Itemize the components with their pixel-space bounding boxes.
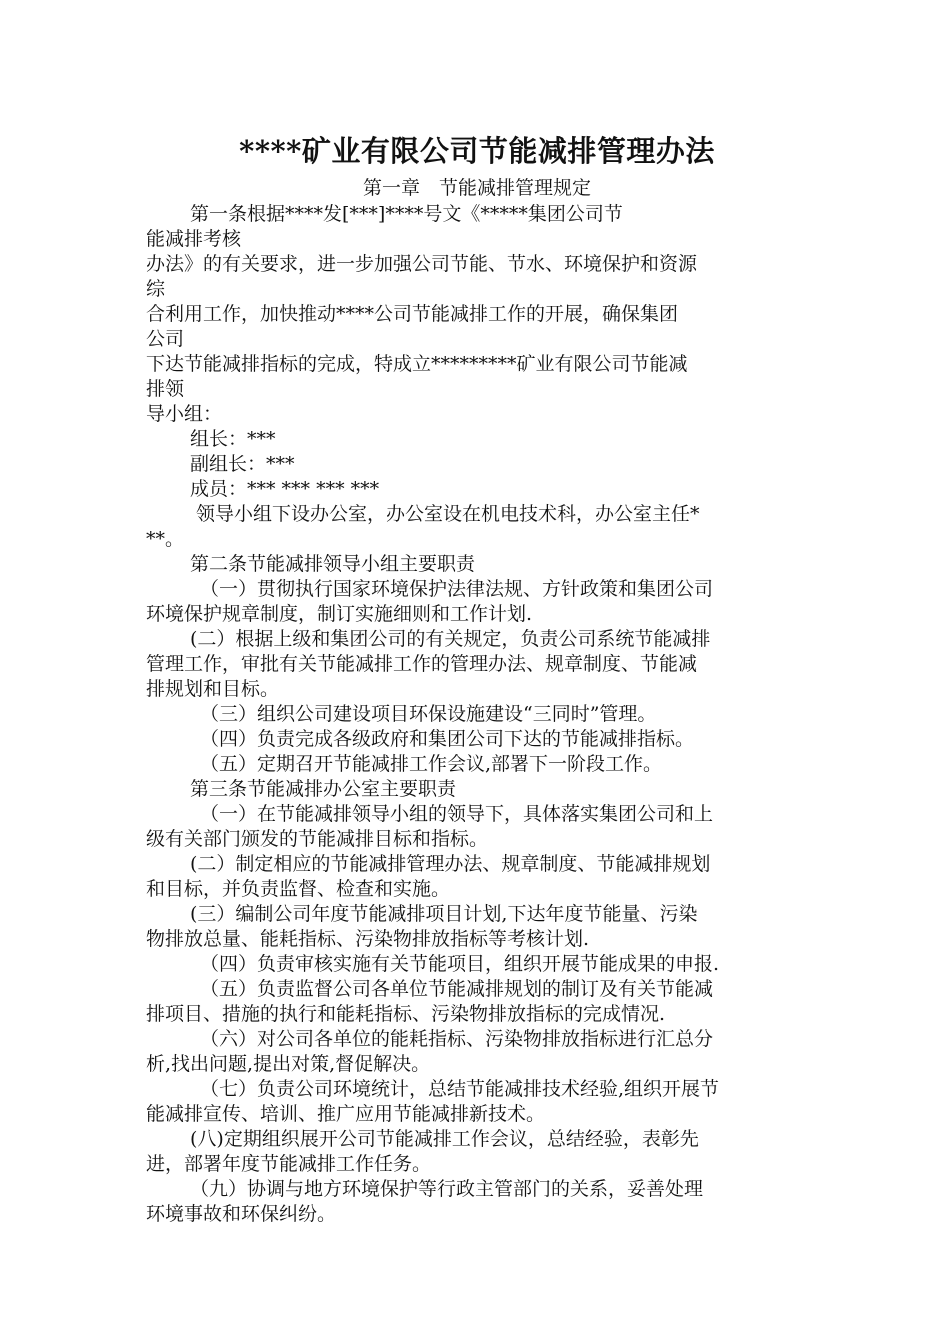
document-title: ****矿业有限公司节能减排管理办法 <box>239 134 715 168</box>
paragraph-line: （一）贯彻执行国家环境保护法律法规、方针政策和集团公司 <box>200 578 714 600</box>
paragraph-line: 合利用工作，加快推动****公司节能减排工作的开展，确保集团 <box>146 303 679 325</box>
paragraph-line: 物排放总量、能耗指标、污染物排放指标等考核计划. <box>146 928 590 950</box>
paragraph-line: （七）负责公司环境统计，总结节能减排技术经验,组织开展节 <box>200 1078 720 1100</box>
document-page <box>146 128 808 1227</box>
paragraph-line: 析,找出问题,提出对策,督促解决。 <box>146 1053 431 1075</box>
paragraph-line: **。 <box>146 528 185 550</box>
paragraph-line: 级有关部门颁发的节能减排目标和指标。 <box>146 828 489 850</box>
article-heading: 第三条节能减排办公室主要职责 <box>190 778 457 800</box>
group-leader-line: 组长：*** <box>190 428 276 450</box>
paragraph-line: 排规划和目标。 <box>146 678 280 700</box>
paragraph-line: 和目标，并负责监督、检查和实施。 <box>146 878 451 900</box>
paragraph-line: 能减排考核 <box>146 228 242 250</box>
paragraph-line: 管理工作，审批有关节能减排工作的管理办法、规章制度、节能减 <box>146 653 698 675</box>
deputy-leader-line: 副组长：*** <box>190 453 295 475</box>
paragraph-line: （三）组织公司建设项目环保设施建设“三同时”管理。 <box>200 703 657 725</box>
paragraph-line: （九）协调与地方环境保护等行政主管部门的关系，妥善处理 <box>190 1178 704 1200</box>
chapter-heading: 第一章 节能减排管理规定 <box>362 177 591 199</box>
paragraph-line: 办法》的有关要求，进一步加强公司节能、节水、环境保护和资源 <box>146 253 698 275</box>
paragraph-line: 能减排宣传、培训、推广应用节能减排新技术。 <box>146 1103 546 1125</box>
paragraph-line: （四）负责审核实施有关节能项目，组织开展节能成果的申报. <box>200 953 720 975</box>
paragraph-line: 环境事故和环保纠纷。 <box>146 1203 337 1225</box>
paragraph-line: （一）在节能减排领导小组的领导下，具体落实集团公司和上 <box>200 803 714 825</box>
paragraph-line: 排项目、措施的执行和能耗指标、污染物排放指标的完成情况. <box>146 1003 666 1025</box>
paragraph-line: 进，部署年度节能减排工作任务。 <box>146 1153 432 1175</box>
paragraph-line: (二）制定相应的节能减排管理办法、规章制度、节能减排规划 <box>190 853 711 875</box>
paragraph-line: 导小组： <box>146 403 223 425</box>
members-line: 成员：*** *** *** *** <box>190 478 380 500</box>
paragraph-line: (三）编制公司年度节能减排项目计划,下达年度节能量、污染 <box>190 903 698 925</box>
paragraph-line: (二）根据上级和集团公司的有关规定，负责公司系统节能减排 <box>190 628 711 650</box>
paragraph-line: 公司 <box>146 328 185 350</box>
paragraph-line: （五）负责监督公司各单位节能减排规划的制订及有关节能减 <box>200 978 714 1000</box>
article-heading: 第二条节能减排领导小组主要职责 <box>190 553 476 575</box>
paragraph-line: （四）负责完成各级政府和集团公司下达的节能减排指标。 <box>200 728 695 750</box>
paragraph-line: 环境保护规章制度，制订实施细则和工作计划. <box>146 603 533 625</box>
paragraph-line: 下达节能减排指标的完成，特成立*********矿业有限公司节能减 <box>146 353 688 375</box>
paragraph-line: 排领 <box>146 378 185 400</box>
paragraph-line: （六）对公司各单位的能耗指标、污染物排放指标进行汇总分 <box>200 1028 714 1050</box>
paragraph-line: (八)定期组织展开公司节能减排工作会议，总结经验，表彰先 <box>190 1128 699 1150</box>
paragraph-line: 第一条根据****发[***]****号文《*****集团公司节 <box>190 203 623 225</box>
paragraph-line: 领导小组下设办公室，办公室设在机电技术科，办公室主任* <box>196 503 700 525</box>
paragraph-line: （五）定期召开节能减排工作会议,部署下一阶段工作。 <box>200 753 663 775</box>
paragraph-line: 综 <box>146 278 166 300</box>
